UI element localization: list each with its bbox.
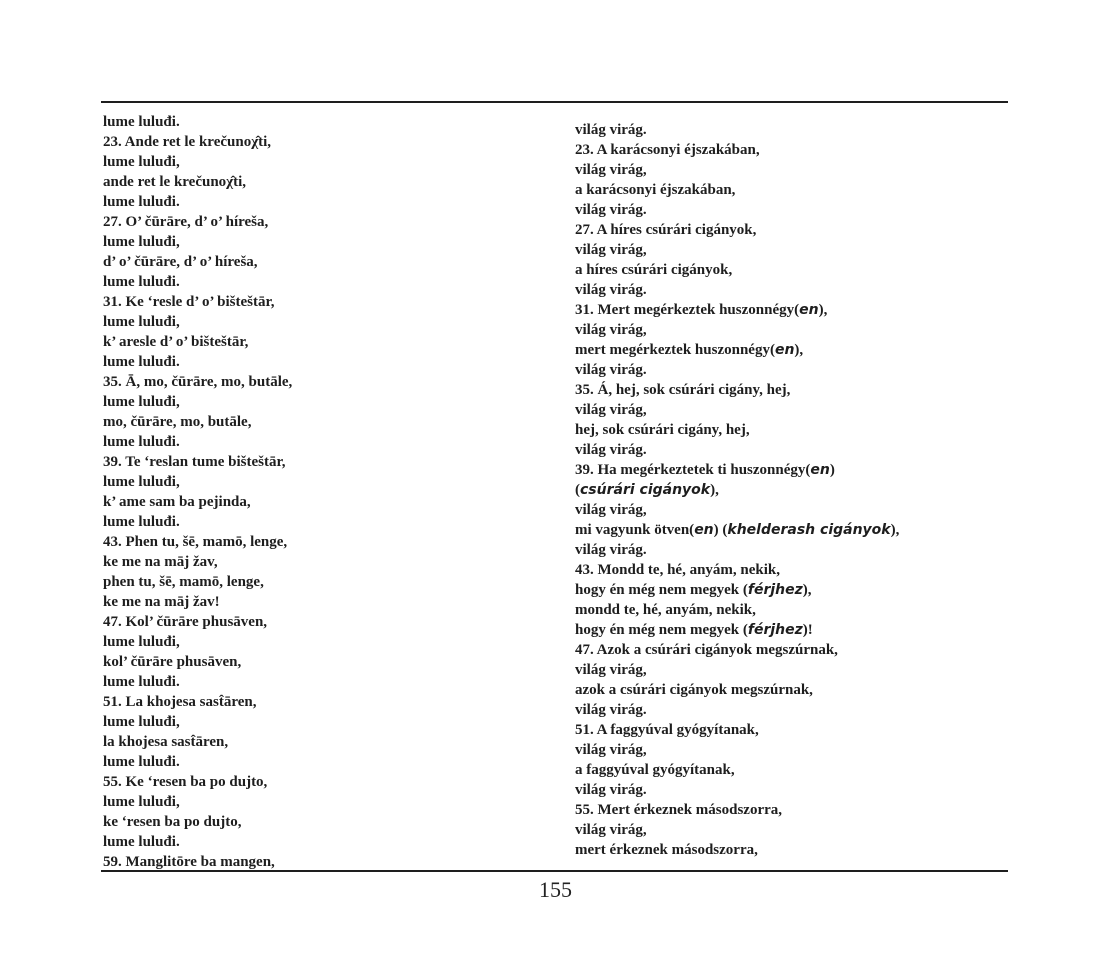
line-text: a híres csúrári cigányok, [575, 262, 733, 278]
translation-line [575, 700, 1005, 720]
translation-line [575, 680, 1005, 700]
line-text: azok a csúrári cigányok megszúrnak, [575, 682, 813, 698]
translation-line [575, 220, 1005, 240]
line-text: világ virág. [575, 702, 647, 718]
verse-line: lume luluđi. [103, 114, 180, 130]
translation-line [575, 360, 1005, 380]
verse-line: lume luluđi. [103, 354, 180, 370]
translation-line [575, 160, 1005, 180]
verse-line: d’ o’ čūrāre, d’ o’ híreša, [103, 254, 258, 270]
line-text: világ virág. [575, 122, 647, 138]
verse-line: ande ret le krečunoχ̂ti, [103, 174, 247, 190]
translation-line [575, 140, 1005, 160]
translation-line [575, 780, 1005, 800]
verse-line: lume luluđi, [103, 714, 180, 730]
line-text: világ virág, [575, 502, 647, 518]
hungarian-translation-column [575, 120, 1005, 860]
verse-line: 51. La khojesa sast̂āren, [103, 694, 257, 710]
line-text: világ virág, [575, 662, 647, 678]
line-text: 35. Á, hej, sok csúrári cigány, hej, [575, 382, 791, 398]
verse-line: ke me na māj žav, [103, 554, 218, 570]
translation-line [575, 760, 1005, 780]
italic-gloss: csúrári cigányok [580, 482, 711, 498]
line-text: ) ( [713, 522, 728, 538]
page-number: 155 [539, 877, 572, 902]
line-text: világ virág, [575, 402, 647, 418]
line-text: hogy én még nem megyek ( [575, 622, 748, 638]
line-text: hogy én még nem megyek ( [575, 582, 748, 598]
line-text: mert érkeznek másodszorra, [575, 842, 758, 858]
line-text: világ virág, [575, 322, 647, 338]
verse-line: lume luluđi, [103, 234, 180, 250]
verse-line: lume luluđi, [103, 634, 180, 650]
translation-line [575, 480, 1005, 500]
translation-line [575, 620, 1005, 640]
verse-line: lume luluđi, [103, 394, 180, 410]
line-text: világ virág, [575, 822, 647, 838]
verse-line: 23. Ande ret le krečunoχ̂ti, [103, 134, 272, 150]
verse-line: lume luluđi. [103, 754, 180, 770]
line-text: 55. Mert érkeznek másodszorra, [575, 802, 783, 818]
line-text: ) [829, 462, 835, 478]
line-text: a karácsonyi éjszakában, [575, 182, 736, 198]
translation-line [575, 720, 1005, 740]
verse-line: la khojesa sast̂āren, [103, 734, 229, 750]
italic-gloss: férjhez [747, 622, 803, 638]
italic-gloss: en [810, 462, 830, 478]
verse-line: kol’ čūrāre phusāven, [103, 654, 242, 670]
line-text: ), [710, 482, 719, 498]
line-text: világ virág. [575, 782, 647, 798]
translation-line [575, 340, 1005, 360]
italic-gloss: khelderash cigányok [727, 522, 891, 538]
verse-line: 55. Ke ‘resen ba po dujto, [103, 774, 268, 790]
verse-line: lume luluđi, [103, 314, 180, 330]
verse-line: lume luluđi. [103, 274, 180, 290]
line-text: világ virág, [575, 742, 647, 758]
line-text: 31. Mert megérkeztek huszonnégy( [575, 302, 800, 318]
line-text: világ virág. [575, 282, 647, 298]
translation-line [575, 240, 1005, 260]
line-text: világ virág, [575, 242, 647, 258]
translation-line [575, 580, 1005, 600]
verse-line: lume luluđi. [103, 194, 180, 210]
line-text: a faggyúval gyógyítanak, [575, 762, 735, 778]
translation-line [575, 180, 1005, 200]
verse-line: k’ aresle d’ o’ bišteštār, [103, 334, 249, 350]
italic-gloss: férjhez [747, 582, 803, 598]
translation-line [575, 520, 1005, 540]
bottom-rule [101, 870, 1008, 872]
line-text: 39. Ha megérkeztetek ti huszonnégy( [575, 462, 811, 478]
verse-line: 59. Manglitōre ba mangen, [103, 854, 275, 870]
translation-line [575, 280, 1005, 300]
verse-line: 47. Kol’ čūrāre phusāven, [103, 614, 268, 630]
translation-line [575, 300, 1005, 320]
translation-line [575, 560, 1005, 580]
translation-line [575, 200, 1005, 220]
translation-line [575, 660, 1005, 680]
line-text: világ virág. [575, 442, 647, 458]
verse-line: lume luluđi, [103, 794, 180, 810]
translation-line [575, 640, 1005, 660]
italic-gloss: en [774, 342, 795, 358]
verse-line: mo, čūrāre, mo, butāle, [103, 414, 252, 430]
line-text: ), [818, 302, 828, 318]
translation-line [575, 600, 1005, 620]
line-text: világ virág. [575, 542, 647, 558]
translation-line [575, 320, 1005, 340]
italic-gloss: en [694, 522, 714, 538]
line-text: világ virág, [575, 162, 647, 178]
translation-line [575, 440, 1005, 460]
line-text: ), [890, 522, 900, 538]
top-rule [101, 101, 1008, 103]
verse-line: phen tu, šē, mamō, lenge, [103, 574, 264, 590]
line-text: mert megérkeztek huszonnégy( [575, 342, 775, 358]
verse-line: lume luluđi, [103, 474, 180, 490]
verse-line: lume luluđi. [103, 834, 180, 850]
translation-line [575, 820, 1005, 840]
verse-line: 35. Ā, mo, čūrāre, mo, butāle, [103, 374, 293, 390]
translation-line [575, 740, 1005, 760]
line-text: ), [802, 582, 812, 598]
verse-line: ke ‘resen ba po dujto, [103, 814, 242, 830]
verse-line: ke me na māj žav! [103, 594, 220, 610]
line-text: 43. Mondd te, hé, anyám, nekik, [575, 562, 781, 578]
translation-line [575, 540, 1005, 560]
verse-line: lume luluđi. [103, 514, 180, 530]
line-text: 47. Azok a csúrári cigányok megszúrnak, [575, 642, 838, 658]
line-text: világ virág. [575, 362, 647, 378]
translation-line [575, 260, 1005, 280]
romani-text-column [103, 112, 543, 872]
line-text: 51. A faggyúval gyógyítanak, [575, 722, 759, 738]
verse-line: k’ ame sam ba pejinda, [103, 494, 251, 510]
translation-line [575, 120, 1005, 140]
line-text: világ virág. [575, 202, 647, 218]
verse-line: 31. Ke ‘resle d’ o’ bišteštār, [103, 294, 275, 310]
translation-line [575, 500, 1005, 520]
verse-line: 27. O’ čūrāre, d’ o’ híreša, [103, 214, 269, 230]
translation-line [575, 840, 1005, 860]
translation-line [575, 460, 1005, 480]
line-text: hej, sok csúrári cigány, hej, [575, 422, 750, 438]
line-text: )! [802, 622, 813, 638]
verse-line: lume luluđi. [103, 674, 180, 690]
translation-line [575, 380, 1005, 400]
verse-line: 43. Phen tu, šē, mamō, lenge, [103, 534, 288, 550]
verse-line: lume luluđi, [103, 154, 180, 170]
verse-line: lume luluđi. [103, 434, 180, 450]
verse-line: 39. Te ‘reslan tume bišteštār, [103, 454, 286, 470]
line-text: ), [794, 342, 804, 358]
italic-gloss: en [799, 302, 819, 318]
line-text: ( [575, 482, 580, 498]
line-text: 23. A karácsonyi éjszakában, [575, 142, 760, 158]
line-text: mondd te, hé, anyám, nekik, [575, 602, 756, 618]
translation-line [575, 400, 1005, 420]
line-text: 27. A híres csúrári cigányok, [575, 222, 757, 238]
translation-line [575, 420, 1005, 440]
line-text: mi vagyunk ötven( [575, 522, 695, 538]
translation-line [575, 800, 1005, 820]
